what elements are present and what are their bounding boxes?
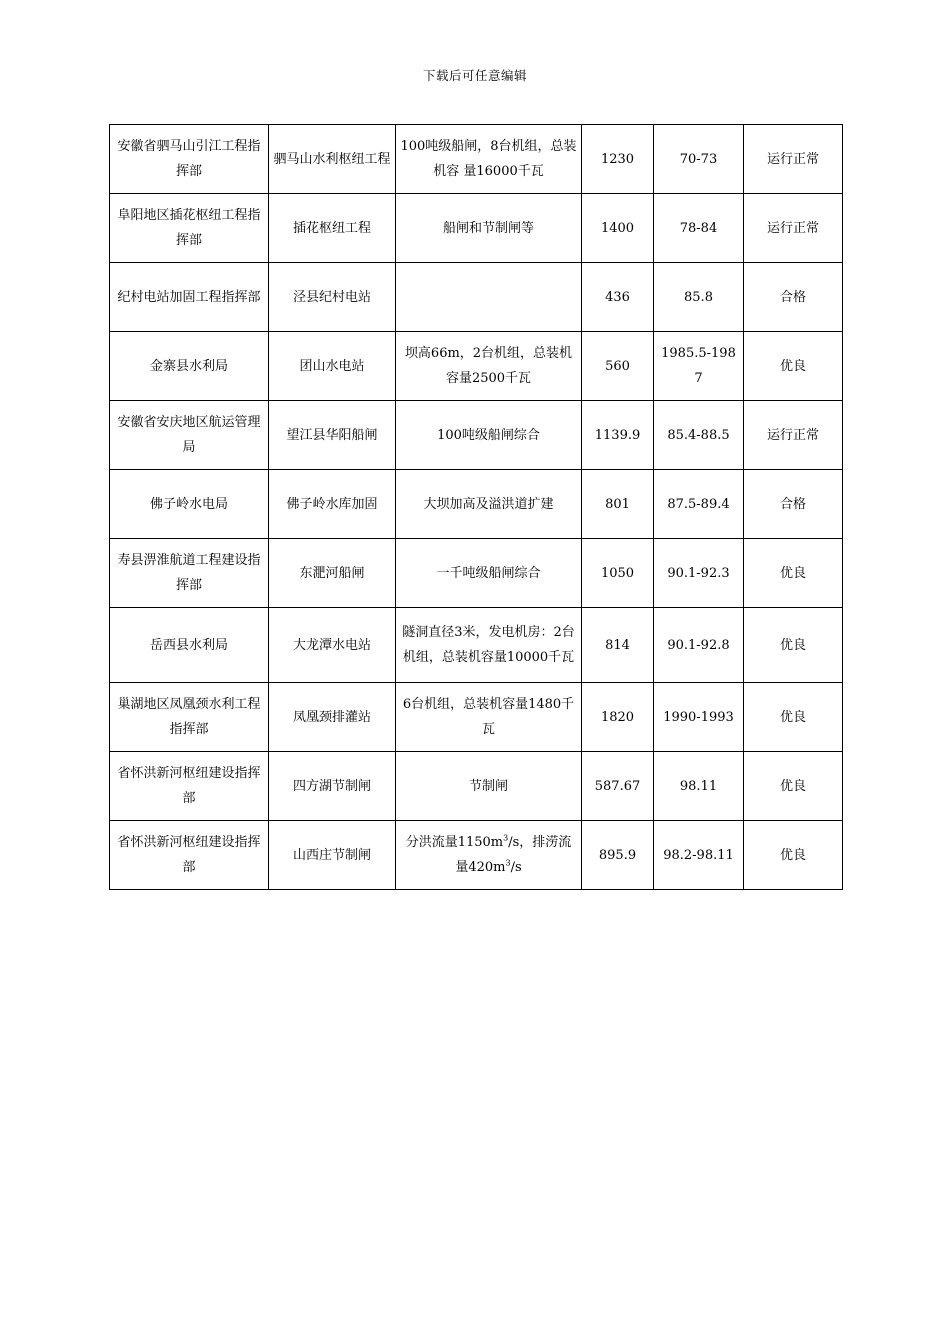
cell-project: 东淝河船闸: [269, 539, 396, 608]
cell-unit: 安徽省驷马山引江工程指挥部: [110, 125, 269, 194]
cell-period: 85.4-88.5: [654, 401, 744, 470]
cell-quality: 优良: [744, 608, 843, 683]
cell-period: 90.1-92.8: [654, 608, 744, 683]
flow-text: /s: [510, 860, 522, 875]
table-row: [110, 608, 843, 683]
cell-quality: 合格: [744, 470, 843, 539]
cell-period: 98.2-98.11: [654, 821, 744, 890]
cell-quality: 合格: [744, 263, 843, 332]
cell-period: 87.5-89.4: [654, 470, 744, 539]
cell-scale: 坝高66m，2台机组，总装机容量2500千瓦: [396, 332, 582, 401]
table-row: [110, 194, 843, 263]
superscript: 3: [503, 833, 509, 843]
cell-quality: 运行正常: [744, 401, 843, 470]
cell-amount: 895.9: [582, 821, 654, 890]
table-row: [110, 539, 843, 608]
cell-project: 大龙潭水电站: [269, 608, 396, 683]
cell-project: 泾县纪村电站: [269, 263, 396, 332]
cell-amount: 1230: [582, 125, 654, 194]
cell-quality: 优良: [744, 539, 843, 608]
cell-unit: 巢湖地区凤凰颈水利工程指挥部: [110, 683, 269, 752]
cell-amount: 814: [582, 608, 654, 683]
cell-project: 四方湖节制闸: [269, 752, 396, 821]
flow-text: /s，排涝流量420m: [455, 835, 572, 875]
table-row: [110, 821, 843, 890]
cell-quality: 优良: [744, 752, 843, 821]
cell-scale: 一千吨级船闸综合: [396, 539, 582, 608]
cell-unit: 阜阳地区插花枢纽工程指挥部: [110, 194, 269, 263]
cell-unit: 佛子岭水电局: [110, 470, 269, 539]
cell-amount: 560: [582, 332, 654, 401]
cell-project: 山西庄节制闸: [269, 821, 396, 890]
table-row: [110, 332, 843, 401]
cell-scale: [396, 821, 582, 890]
project-records-table: [109, 124, 843, 890]
cell-amount: 1400: [582, 194, 654, 263]
cell-project: 插花枢纽工程: [269, 194, 396, 263]
cell-amount: 436: [582, 263, 654, 332]
cell-scale: 100吨级船闸，8台机组，总装机容 量16000千瓦: [396, 125, 582, 194]
cell-project: 凤凰颈排灌站: [269, 683, 396, 752]
flow-text: 分洪流量1150m: [405, 835, 504, 850]
cell-quality: 优良: [744, 332, 843, 401]
cell-quality: 优良: [744, 821, 843, 890]
cell-unit: 岳西县水利局: [110, 608, 269, 683]
table-row: [110, 263, 843, 332]
cell-quality: 运行正常: [744, 125, 843, 194]
page-header: 下载后可任意编辑: [422, 68, 527, 83]
cell-unit: 省怀洪新河枢纽建设指挥部: [110, 821, 269, 890]
cell-unit: 安徽省安庆地区航运管理局: [110, 401, 269, 470]
cell-scale: [396, 263, 582, 332]
cell-project: 团山水电站: [269, 332, 396, 401]
table-row: [110, 752, 843, 821]
cell-period: 98.11: [654, 752, 744, 821]
cell-scale: 隧洞直径3米，发电机房：2台机组，总装机容量10000千瓦: [396, 608, 582, 683]
cell-unit: 寿县淠淮航道工程建设指挥部: [110, 539, 269, 608]
cell-project: 望江县华阳船闸: [269, 401, 396, 470]
cell-amount: 1820: [582, 683, 654, 752]
cell-scale: 6台机组，总装机容量1480千瓦: [396, 683, 582, 752]
cell-scale: 100吨级船闸综合: [396, 401, 582, 470]
cell-amount: 587.67: [582, 752, 654, 821]
cell-scale: 节制闸: [396, 752, 582, 821]
cell-quality: 运行正常: [744, 194, 843, 263]
cell-unit: 省怀洪新河枢纽建设指挥部: [110, 752, 269, 821]
cell-period: 1990-1993: [654, 683, 744, 752]
cell-scale: 船闸和节制闸等: [396, 194, 582, 263]
cell-amount: 1050: [582, 539, 654, 608]
table-row: [110, 683, 843, 752]
cell-period: 90.1-92.3: [654, 539, 744, 608]
table-row: [110, 470, 843, 539]
cell-period: 85.8: [654, 263, 744, 332]
superscript: 3: [505, 858, 511, 868]
cell-period: 78-84: [654, 194, 744, 263]
cell-unit: 金寨县水利局: [110, 332, 269, 401]
cell-project: 佛子岭水库加固: [269, 470, 396, 539]
table-row: [110, 401, 843, 470]
cell-period: 1985.5-1987: [654, 332, 744, 401]
cell-amount: 1139.9: [582, 401, 654, 470]
cell-quality: 优良: [744, 683, 843, 752]
cell-unit: 纪村电站加固工程指挥部: [110, 263, 269, 332]
cell-period: 70-73: [654, 125, 744, 194]
cell-scale: 大坝加高及溢洪道扩建: [396, 470, 582, 539]
cell-amount: 801: [582, 470, 654, 539]
cell-project: 驷马山水利枢纽工程: [269, 125, 396, 194]
table-row: [110, 125, 843, 194]
